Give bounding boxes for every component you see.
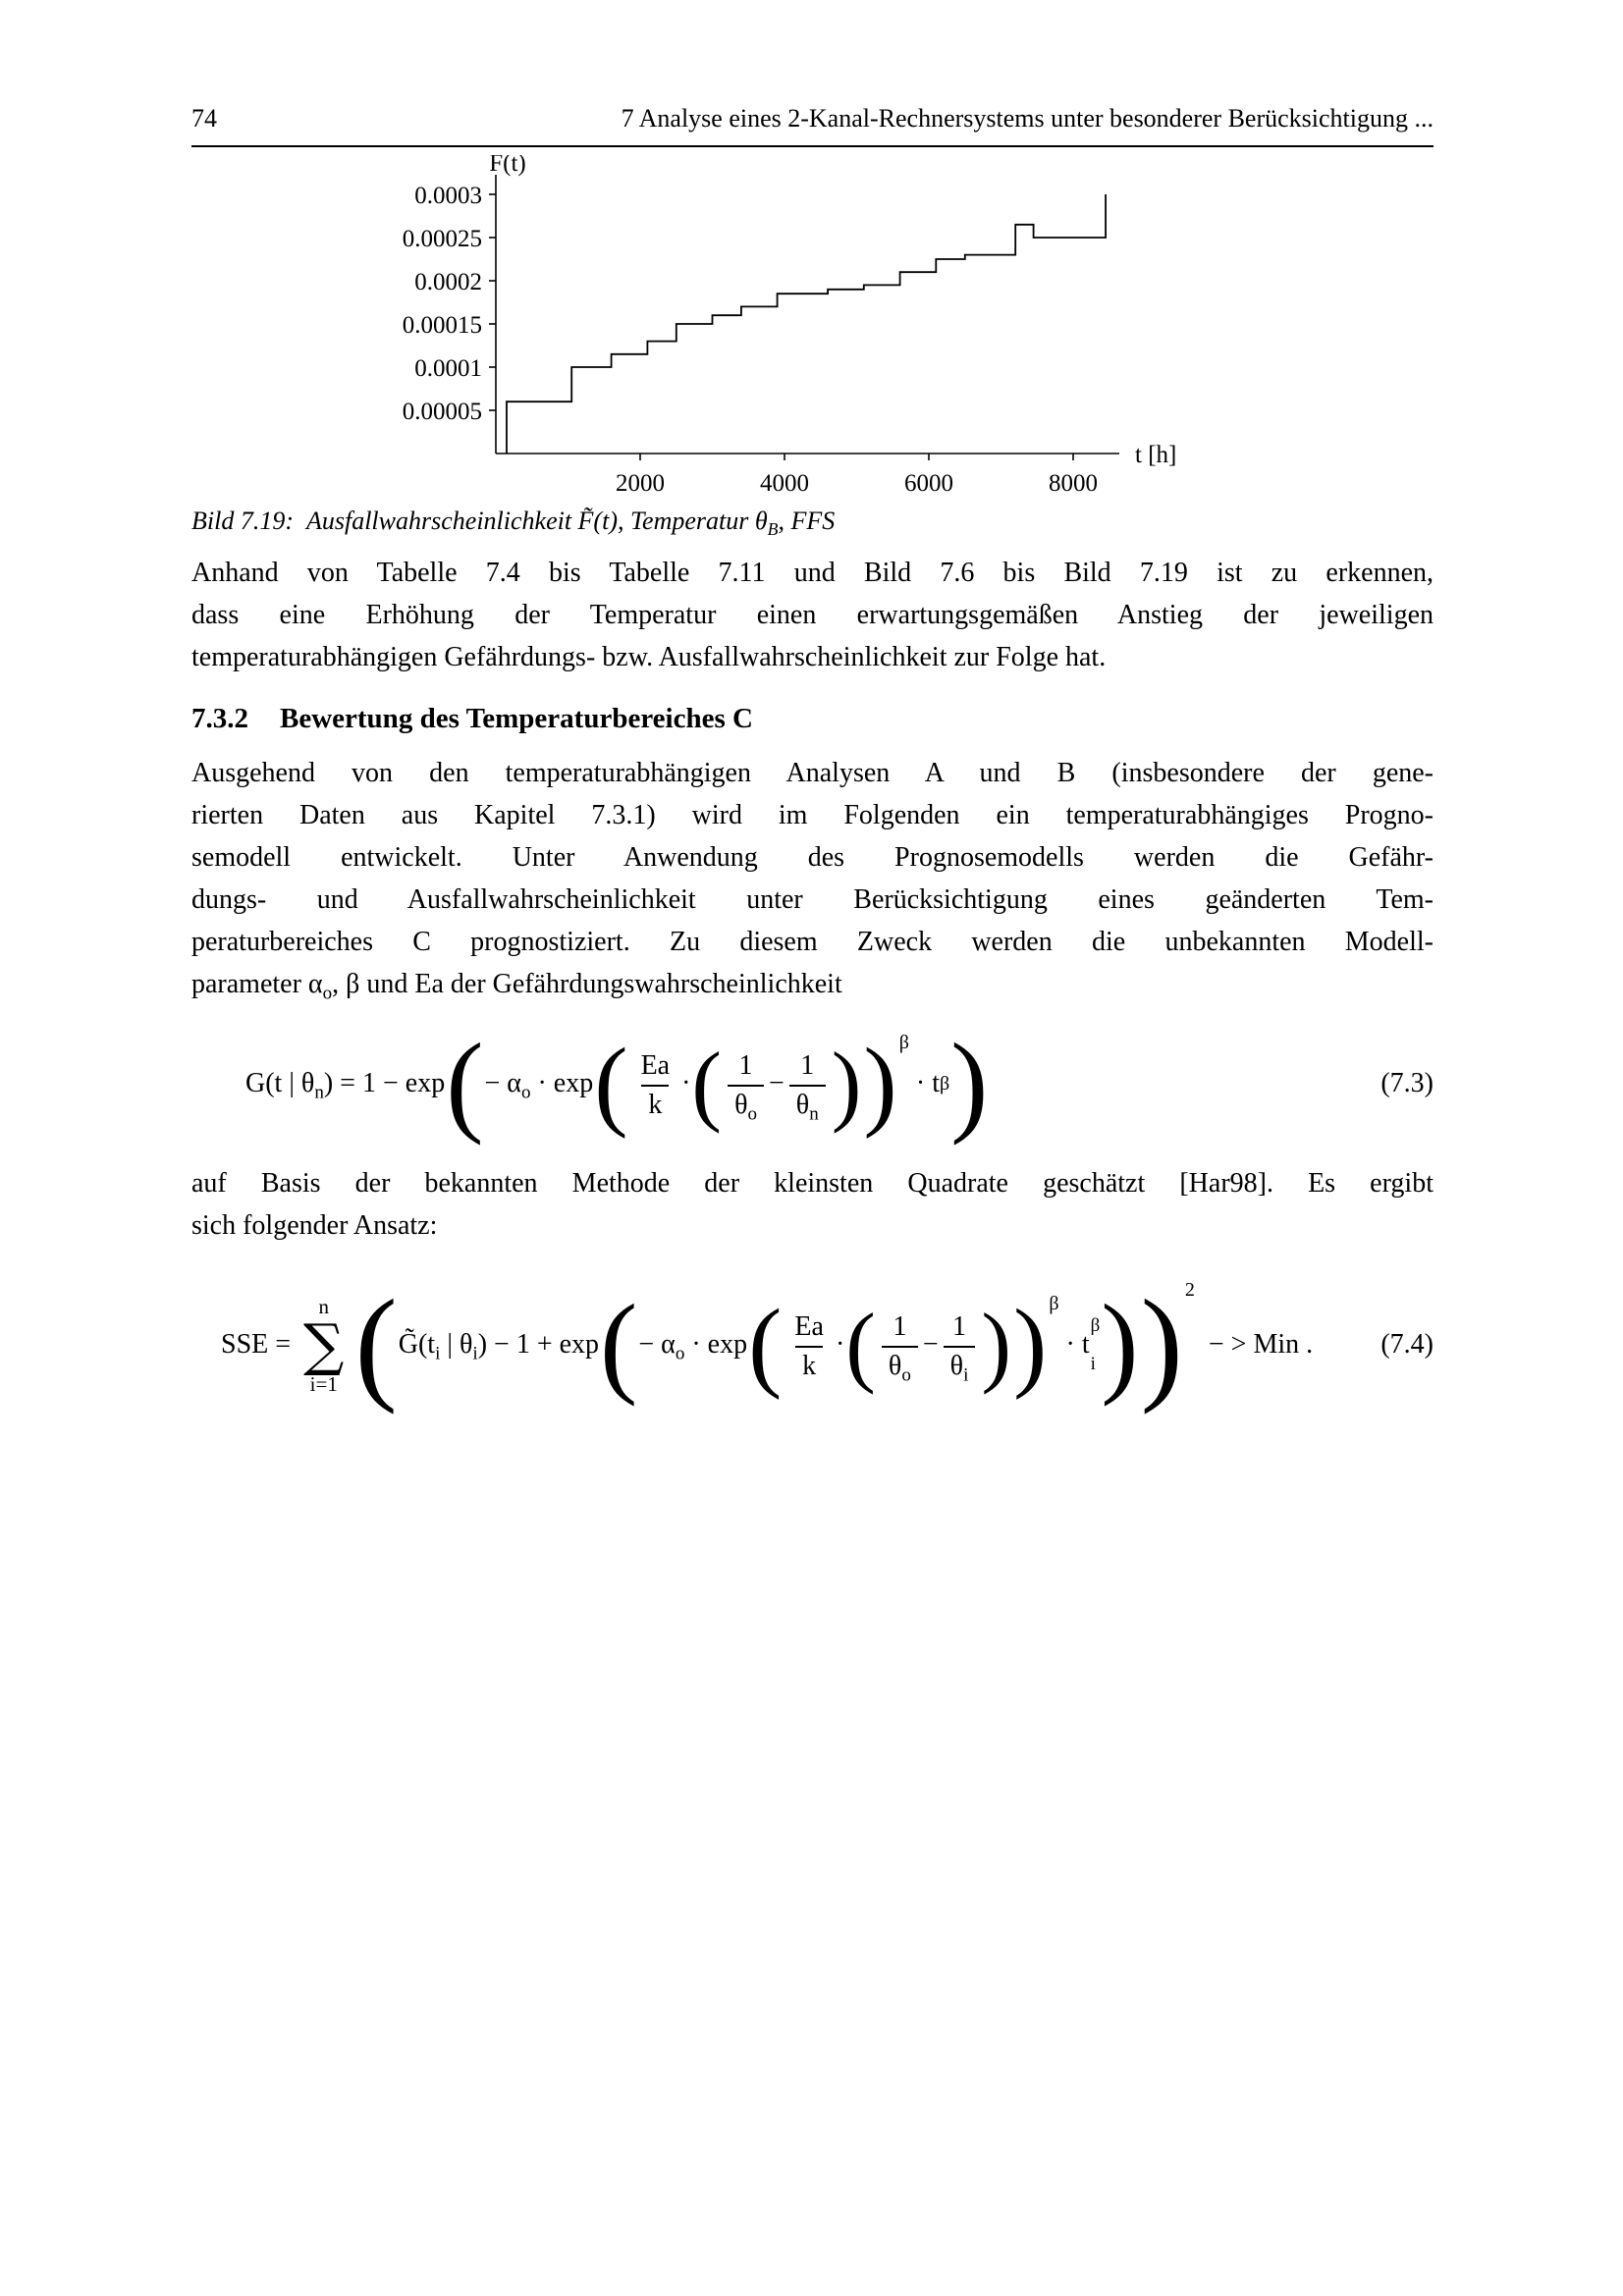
sigma-symbol: ∑	[303, 1311, 345, 1379]
fraction-ea-k	[787, 1310, 831, 1382]
x-axis-label: t [h]	[1135, 442, 1177, 468]
x-tick-label: 8000	[1049, 470, 1098, 497]
section-heading-7-3-2	[191, 698, 1434, 740]
page-header	[191, 104, 1434, 133]
y-tick-label: 0.00015	[402, 312, 482, 339]
x-tick-label: 4000	[760, 470, 809, 497]
text-line: rierten Daten aus Kapitel 7.3.1) wird im Folgenden ein temperaturabhängiges Progno-	[191, 800, 1434, 830]
figure-caption: Bild 7.19: Ausfallwahrscheinlichkeit F̃(t), Temperatur $\theta_B$, FFS	[191, 507, 836, 540]
text-line: sich folgender Ansatz:	[191, 1210, 438, 1241]
denominator: $\theta_i$	[944, 1346, 976, 1383]
dot-operator: ·	[835, 1329, 845, 1360]
x-tick-label: 6000	[904, 470, 953, 497]
y-tick-label: 0.00005	[402, 399, 482, 425]
minus-operator: −	[922, 1329, 939, 1360]
eq74-lhs: SSE =	[221, 1329, 298, 1360]
text-line: auf Basis der bekannten Methode der kleinsten Quadrate geschätzt [Har98]. Es ergibt	[191, 1168, 1434, 1199]
denominator: $\theta_o$	[882, 1346, 918, 1383]
step-chart	[314, 155, 1178, 501]
text-line: Ausgehend von den temperaturabhängigen Analysen A und B (insbesondere der gene-	[191, 758, 1434, 788]
fraction-ea-k	[634, 1049, 677, 1121]
y-tick-label: 0.0003	[414, 183, 482, 209]
y-tick-label: 0.0001	[414, 355, 482, 382]
numerator: 1	[738, 1050, 753, 1082]
eq74-term1: $G̃(t_i$ | $\theta_i) - 1 + \exp$	[398, 1329, 600, 1364]
numerator: 1	[893, 1311, 907, 1343]
numerator: Ea	[640, 1050, 671, 1082]
numerator: 1	[952, 1311, 966, 1343]
paragraph-3	[191, 1162, 1434, 1247]
fraction-1-theta-n	[789, 1049, 826, 1125]
y-tick-label: 0.00025	[402, 226, 482, 252]
header-divider	[191, 145, 1434, 147]
denominator: $\theta_o$	[728, 1085, 764, 1122]
eq73-term2: · t	[908, 1068, 940, 1098]
text-line: Anhand von Tabelle 7.4 bis Tabelle 7.11 und Bild 7.6 bis Bild 7.19 ist zu erkennen,	[191, 558, 1434, 588]
text-line: semodell entwickelt. Unter Anwendung des Prognosemodells werden die Gefähr-	[191, 842, 1434, 873]
text-line: temperaturabhängigen Gefährdungs- bzw. Ausfallwahrscheinlichkeit zur Folge hat.	[191, 642, 1107, 672]
denominator: $\theta_n$	[789, 1085, 826, 1122]
y-tick-label: 0.0002	[414, 269, 482, 295]
paragraph-1	[191, 552, 1434, 678]
running-header-title: 7 Analyse eines 2-Kanal-Rechnersystems unter besonderer Berücksichtigung ...	[621, 104, 1434, 133]
text-line: peraturbereiches C prognostiziert. Zu diesem Zweck werden die unbekannten Modell-	[191, 927, 1434, 957]
numerator: Ea	[794, 1311, 824, 1343]
fraction-1-theta-o	[728, 1049, 764, 1125]
section-number: 7.3.2	[191, 703, 248, 734]
section-title: Bewertung des Temperaturbereiches C	[280, 703, 753, 734]
minus-operator: −	[769, 1068, 784, 1098]
x-tick-label: 2000	[616, 470, 665, 497]
equation-7-3: G(t | $\theta_n) = 1 - \exp$ ( − $\alpha_o \cdot \exp$ ( $\frac{Ea}{k}$ · ( $\frac{1}{\theta_o}$ − $\frac{1}{\theta_n}$ ) ) β · t β ) (7.3)	[245, 1021, 1434, 1146]
sum-lower-limit: i=1	[309, 1371, 338, 1396]
equation-number: (7.4)	[1380, 1329, 1434, 1360]
y-axis-label: F̃(t)	[489, 155, 526, 177]
summation	[303, 1297, 344, 1394]
text-line: parameter $\alpha_o$, β und Ea der Gefährdungswahrscheinlichkeit	[191, 969, 842, 1004]
equation-7-4: SSE = n ∑ i=1 ( $G̃(t_i$ | $\theta_i) - 1 + \exp$ ( − $\alpha_o \cdot \exp$ ( $\frac{Ea}{k}$ · ( $\frac{1}{\theta_o}$ − $\frac{1}{\theta_i}$ ) ) β · t β i ) ) 2 − > Min . (7.4)	[221, 1274, 1434, 1415]
text-line: dass eine Erhöhung der Temperatur einen erwartungsgemäßen Anstieg der jeweiligen	[191, 600, 1434, 630]
page-number: 74	[191, 104, 217, 133]
fraction-1-theta-o	[882, 1310, 918, 1386]
body-text	[191, 552, 1434, 1443]
t-sub-sup	[1091, 1316, 1101, 1373]
text-line: dungs- und Ausfallwahrscheinlichkeit unter Berücksichtigung eines geänderten Tem-	[191, 884, 1434, 915]
denominator: k	[641, 1085, 669, 1122]
figure-bild-7-19	[314, 155, 1178, 506]
denominator: k	[795, 1346, 823, 1383]
paragraph-2	[191, 752, 1434, 1005]
eq74-tail: − > Min .	[1208, 1329, 1314, 1360]
sum-upper-limit: n	[318, 1295, 329, 1319]
numerator: 1	[800, 1050, 815, 1082]
step-curve	[507, 194, 1106, 454]
equation-number: (7.3)	[1380, 1068, 1434, 1098]
eq74-term3: · t	[1058, 1329, 1090, 1360]
eq73-lhs: G(t | $\theta_n) = 1 - \exp$	[245, 1068, 446, 1103]
eq74-term2: − $\alpha_o \cdot \exp$	[638, 1329, 748, 1364]
dot-operator: ·	[681, 1068, 691, 1098]
eq73-term1: − $\alpha_o \cdot \exp$	[484, 1068, 594, 1103]
fraction-1-theta-i	[944, 1310, 976, 1386]
index-i: i	[1090, 1354, 1096, 1374]
beta-exponent: β	[1090, 1315, 1101, 1336]
